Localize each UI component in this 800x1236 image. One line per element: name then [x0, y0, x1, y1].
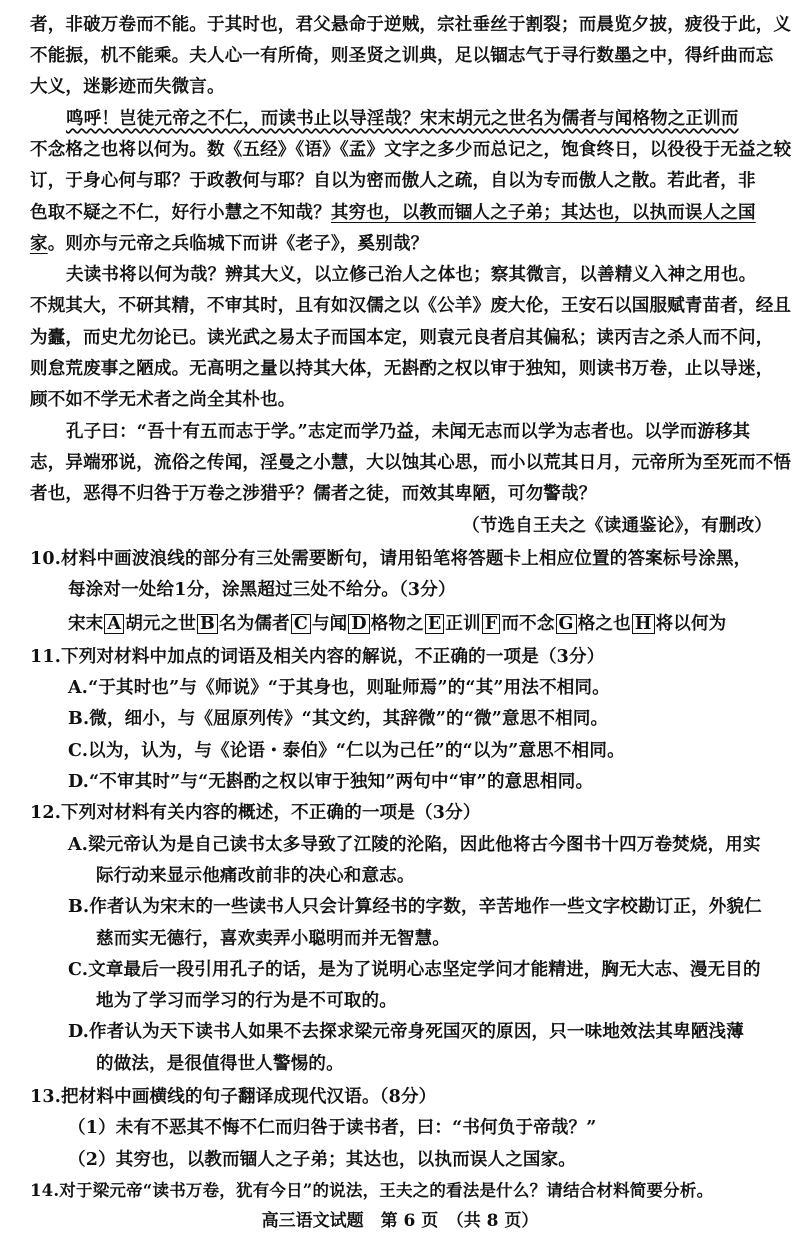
underlined-segment: 其穷也，以教而锢人之子弟；其达也，以执而误人之国 [330, 202, 756, 223]
page-footer: 高三语文试题 第 6 页 （共 8 页） [261, 1211, 539, 1231]
option-b: B.微，细小，与《屈原列传》“其文约，其辞微”的“微”意思不相同。 [68, 709, 609, 730]
text-line: 者也，恶得不归咎于万卷之涉猎乎？儒者之徒，而效其卑陋，可勿警哉？ [30, 484, 597, 505]
text-line: 的做法，是很值得世人警惕的。 [96, 1053, 344, 1074]
q10-segment: 将以何为 [655, 613, 727, 634]
option-d: D.作者认为天下读书人如果不去探求梁元帝身死国灭的原因，只一味地效法其卑陋浅薄 [68, 1022, 744, 1043]
q10-segment: 而不念 [501, 613, 555, 634]
text-line [66, 108, 776, 130]
source-note: （节选自王夫之《读通鉴论》，有删改） [462, 515, 772, 536]
q13-item-1: （1）未有不恶其不悔不仁而归咎于读书者，曰：“书何负于帝哉？” [68, 1118, 597, 1139]
wavy-underline-segment: 鸣呼！岂徒元帝之不仁，而读书止以导淫哉？宋末胡元之世名为儒者与闻格物之正训而 [66, 108, 739, 129]
question-14: 14.对于梁元帝“读书万卷，犹有今日”的说法，王夫之的看法是什么？请结合材料简要分析。 [30, 1181, 714, 1200]
q10-answer-boxes [68, 613, 776, 635]
text-line: 为蠹，而史尤勿论已。读光武之易太子而国本定，则袁元良者启其偏私；读丙吉之杀人而不问， [30, 327, 774, 348]
text-line: 订，于身心何与耶？于政教何与耶？自以为密而傲人之疏，自以为专而傲人之散。若此者，非 [30, 171, 756, 192]
text-line: 不念格之也将以何为。数《五经》《语》《孟》文字之多少而总记之，饱食终日，以役役于无益之较 [30, 139, 792, 160]
q10-segment: 宋末 [68, 613, 104, 634]
question-11: 11.下列对材料中加点的词语及相关内容的解说，不正确的一项是（3分） [30, 646, 605, 667]
text-line [30, 202, 776, 224]
plain-segment: 色取不疑之不仁，好行小慧之不知哉？ [30, 202, 331, 223]
q10-segment: 胡元之世 [125, 613, 196, 634]
text-line: 慈而实无德行，喜欢卖弄小聪明而并无智慧。 [96, 928, 450, 949]
underlined-segment: 家 [30, 233, 48, 254]
answer-option-box[interactable]: F [482, 614, 501, 634]
text-line: 孔子曰：“吾十有五而志于学。”志定而学乃益，未闻无志而以学为志者也。以学而游移其 [66, 421, 751, 442]
option-a: A.“于其时也”与《师说》“于其身也，则耻师焉”的“其”用法不相同。 [68, 678, 610, 699]
text-line [30, 233, 776, 255]
text-line: 每涂对一处给1分，涂黑超过三处不给分。（3分） [68, 580, 456, 601]
q10-segment: 名为儒者 [219, 613, 290, 634]
text-line: 际行动来显示他痛改前非的决心和意志。 [96, 865, 415, 886]
answer-option-box[interactable]: C [291, 614, 311, 634]
answer-option-box[interactable]: A [104, 614, 124, 634]
answer-option-box[interactable]: B [197, 614, 218, 634]
text-line: 则怠荒废事之陋成。无高明之量以持其大体，无斟酌之权以审于独知，则读书万卷，止以导迷， [30, 359, 774, 380]
option-c: C.文章最后一段引用孔子的话，是为了说明心志坚定学问才能精进，胸无大志、漫无目的 [68, 959, 761, 980]
text-line: 顾不如不学无术者之尚全其朴也。 [30, 390, 296, 411]
text-line: 志，异端邪说，流俗之传闻，淫曼之小慧，大以蚀其心思，而小以荒其日月，元帝所为至死而不悟 [30, 453, 792, 474]
question-12: 12.下列对材料有关内容的概述，不正确的一项是（3分） [30, 803, 481, 824]
q10-segment: 与闻 [311, 613, 348, 634]
answer-option-box[interactable]: H [632, 614, 655, 634]
text-line: 不规其大，不研其精，不审其时，且有如汉儒之以《公羊》废大伦，王安石以国服赋青苗者，经且 [30, 296, 792, 317]
answer-option-box[interactable]: G [556, 614, 577, 634]
option-c: C.以为，认为，与《论语・泰伯》“仁以为己任”的“以为”意思不相同。 [68, 740, 625, 761]
q10-segment: 正训 [445, 613, 481, 634]
answer-option-box[interactable]: E [425, 614, 445, 634]
q13-item-2: （2）其穷也，以教而锢人之子弟；其达也，以执而误人之国家。 [68, 1149, 576, 1170]
option-a: A.梁元帝认为是自己读书太多导致了江陵的沦陷，因此他将古今图书十四万卷焚烧，用实 [68, 834, 761, 855]
question-13: 13.把材料中画横线的句子翻译成现代汉语。（8分） [30, 1087, 437, 1108]
text-line: 者，非破万卷而不能。于其时也，君父悬命于逆贼，宗社垂丝于割裂；而晨览夕披，疲役于此，义 [30, 14, 792, 35]
text-line: 大义，迷影迹而失微言。 [30, 77, 225, 98]
q10-segment: 格物之 [370, 613, 424, 634]
text-line: 不能振，机不能乘。夫人心一有所倚，则圣贤之训典，足以锢志气于寻行数墨之中，得纤曲而忘 [30, 46, 774, 66]
answer-option-box[interactable]: D [348, 614, 369, 634]
option-d: D.“不审其时”与“无斟酌之权以审于独知”两句中“审”的意思相同。 [68, 772, 594, 792]
plain-segment: 。则亦与元帝之兵临城下而讲《老子》，奚别哉？ [47, 233, 429, 254]
text-line: 夫读书将以何为哉？辨其大义，以立修己治人之体也；察其微言，以善精义入神之用也。 [66, 265, 757, 286]
question-10: 10.材料中画波浪线的部分有三处需要断句，请用铅笔将答题卡上相应位置的答案标号涂黑， [30, 548, 752, 569]
option-b: B.作者认为宋末的一些读书人只会计算经书的字数，辛苦地作一些文字校勘订正，外貌仁 [68, 897, 762, 918]
q10-segment: 格之也 [577, 613, 631, 634]
text-line: 地为了学习而学习的行为是不可取的。 [96, 991, 397, 1012]
